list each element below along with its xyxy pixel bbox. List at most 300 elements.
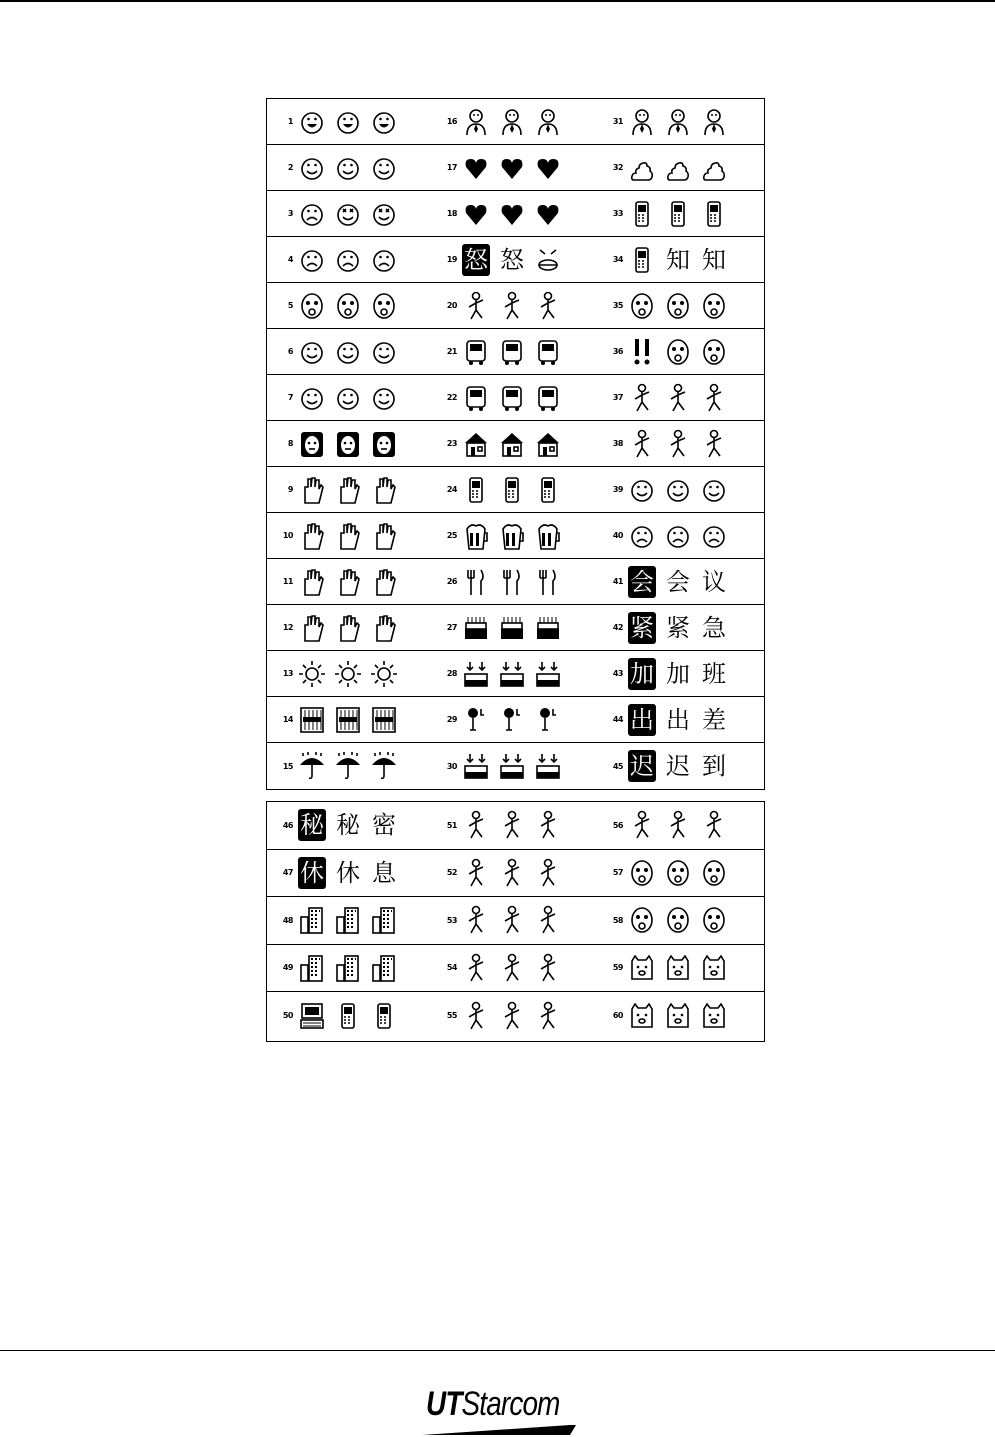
ng-face-icon: [700, 520, 728, 552]
emoji-number: 10: [282, 531, 293, 540]
poop-icon: [628, 152, 656, 184]
car-icon: [462, 382, 490, 414]
person-walk-icon: [700, 382, 728, 414]
kanji-glyph: 知: [666, 245, 690, 274]
emoji-number: 33: [612, 209, 623, 218]
phone-icon: [664, 198, 692, 230]
memo-icon: [628, 244, 656, 276]
kanji-inverted-glyph: 怒: [464, 245, 488, 274]
emoji-number: 28: [446, 669, 457, 678]
emoji-number: 9: [287, 485, 293, 494]
emoji-entry: [267, 283, 429, 328]
smiley-happy-icon: [370, 152, 398, 184]
kanji-glyph: 息: [372, 858, 396, 887]
emoji-entry: [429, 945, 597, 992]
rain-window-icon: [370, 704, 398, 736]
kanji-glyph: 议: [702, 567, 726, 596]
emoji-number: 41: [612, 577, 623, 586]
emoji-row: [267, 559, 764, 605]
emoji-number: 24: [446, 485, 457, 494]
emoji-number: 15: [282, 761, 293, 771]
smiley-smile-icon: [370, 336, 398, 368]
ok-face-icon: [628, 474, 656, 506]
person-dance-icon: [628, 809, 656, 841]
microphone-icon: [498, 704, 526, 736]
beer-icon: [534, 520, 562, 552]
building-out-icon: [370, 952, 398, 984]
emoji-entry: [429, 743, 597, 789]
emoji-number: 7: [287, 393, 293, 402]
person-run-icon: [462, 952, 490, 984]
fork-knife-icon: [534, 566, 562, 598]
sun-icon: [298, 658, 326, 690]
emoji-number: 5: [287, 301, 293, 310]
house-icon: [498, 428, 526, 460]
kanji-glyph: 迟: [666, 752, 690, 780]
person-phone-icon: [462, 290, 490, 322]
ghost-icon: [700, 290, 728, 322]
rain-window-icon: [298, 704, 326, 736]
emoji-entry: [429, 992, 597, 1040]
emoji-entry: [429, 802, 597, 849]
kanji-glyph: 出: [666, 705, 690, 734]
emoji-number: 59: [612, 963, 623, 973]
emoji-row: [267, 945, 764, 993]
emoji-number: 49: [282, 963, 293, 973]
pig-icon: [628, 952, 656, 984]
emoji-entry: [267, 605, 429, 650]
logo-swoosh-icon: [420, 1423, 580, 1437]
kanji-glyph: 密: [372, 811, 396, 840]
emoji-number: 12: [282, 623, 293, 632]
emoji-row: [267, 375, 764, 421]
person-run-icon: [498, 952, 526, 984]
building-out-icon: [334, 952, 362, 984]
emoji-number: 34: [612, 255, 623, 264]
emoji-entry: [429, 897, 597, 944]
dark-face-icon: [334, 428, 362, 460]
skull-icon: [664, 336, 692, 368]
man-tie-icon: [664, 106, 692, 138]
fist-hand-icon: [370, 566, 398, 598]
cake-icon: [462, 612, 490, 644]
emoji-entry: [597, 375, 763, 420]
alien-icon: [700, 857, 728, 889]
smiley-upset-icon: [298, 198, 326, 230]
car-icon: [498, 382, 526, 414]
emoji-row: [267, 283, 764, 329]
ok-face-icon: [664, 474, 692, 506]
smiley-sad-icon: [298, 244, 326, 276]
mail-phone-icon: [334, 1000, 362, 1032]
emoji-number: 16: [446, 117, 457, 126]
emoji-entry: [267, 375, 429, 420]
emoji-number: 57: [612, 868, 623, 878]
skull-icon: [700, 336, 728, 368]
person-dance-icon: [700, 809, 728, 841]
emoji-entry: [429, 191, 597, 236]
emoji-number: 26: [446, 577, 457, 586]
person-phone-icon: [498, 290, 526, 322]
smiley-sad-icon: [370, 244, 398, 276]
emoji-number: 31: [612, 117, 623, 126]
emoji-number: 45: [612, 761, 623, 771]
emoji-number: 53: [446, 915, 457, 925]
kanji-glyph: 差: [702, 705, 726, 734]
umbrella-icon: [370, 750, 398, 782]
emoji-row: [267, 605, 764, 651]
ng-face-icon: [628, 520, 656, 552]
monkey-icon: [700, 904, 728, 936]
emoji-entry: [267, 191, 429, 236]
thumbs-up-icon: [298, 474, 326, 506]
emoji-number: 3: [287, 209, 293, 218]
smiley-laugh-icon: [298, 106, 326, 138]
emoji-entry: [597, 651, 763, 696]
cat-icon: [664, 1000, 692, 1032]
emoji-number: 30: [446, 761, 457, 771]
person-stand-icon: [498, 809, 526, 841]
peace-hand-icon: [298, 520, 326, 552]
emoji-row: [267, 850, 764, 898]
download-icon: [498, 658, 526, 690]
poop-icon: [664, 152, 692, 184]
download-icon: [534, 658, 562, 690]
emoji-entry: [429, 467, 597, 512]
person-walk-icon: [628, 382, 656, 414]
peace-hand-icon: [370, 520, 398, 552]
cake-icon: [534, 612, 562, 644]
ok-phone-icon: [498, 474, 526, 506]
smiley-smile-icon: [298, 336, 326, 368]
beer-icon: [498, 520, 526, 552]
person-stand-icon: [534, 809, 562, 841]
cat-icon: [700, 1000, 728, 1032]
person-chair-icon: [462, 857, 490, 889]
fork-knife-icon: [498, 566, 526, 598]
emoji-number: 44: [612, 715, 623, 724]
emoji-row: [267, 651, 764, 697]
kanji-glyph: 秘: [336, 811, 360, 840]
emoji-number: 11: [282, 577, 293, 586]
ok-face-icon: [700, 474, 728, 506]
kanji-glyph: 加: [666, 659, 690, 688]
fork-knife-icon: [462, 566, 490, 598]
screaming-face-icon: [370, 290, 398, 322]
smiley-dizzy-icon: [370, 198, 398, 230]
kanji-glyph: 紧: [666, 613, 690, 642]
monkey-icon: [664, 904, 692, 936]
emoji-number: 50: [282, 1011, 293, 1021]
ghost-icon: [664, 290, 692, 322]
emoji-number: 18: [446, 209, 457, 218]
thumbs-up-icon: [334, 474, 362, 506]
emoji-number: 60: [612, 1011, 623, 1021]
sun-icon: [370, 658, 398, 690]
emoji-row: [267, 191, 764, 237]
emoji-number: 8: [287, 439, 293, 448]
peace-hand-icon: [334, 520, 362, 552]
train-icon: [534, 336, 562, 368]
microphone-icon: [534, 704, 562, 736]
emoji-entry: [597, 802, 763, 849]
person-ski-icon: [462, 904, 490, 936]
emoji-entry: [597, 237, 763, 282]
emoji-entry: [597, 743, 763, 789]
emoji-number: 58: [612, 915, 623, 925]
person-ski-icon: [498, 904, 526, 936]
exclamation-icon: [628, 336, 656, 368]
emoji-number: 42: [612, 623, 623, 632]
car-icon: [534, 382, 562, 414]
man-tie-icon: [700, 106, 728, 138]
smiley-sleepy-icon: [334, 382, 362, 414]
emoji-entry: [429, 99, 597, 144]
cake-icon: [498, 612, 526, 644]
smiley-sleepy-icon: [298, 382, 326, 414]
train-icon: [462, 336, 490, 368]
emoji-row: [267, 329, 764, 375]
emoji-entry: [267, 513, 429, 558]
emoji-entry: [597, 897, 763, 944]
emoji-entry: [597, 191, 763, 236]
emoji-number: 22: [446, 393, 457, 402]
kanji-inverted-glyph: 加: [630, 659, 654, 688]
emoji-entry: [597, 559, 763, 604]
emoji-entry: [597, 992, 763, 1040]
emoji-entry: [597, 697, 763, 742]
emoji-number: 36: [612, 347, 623, 356]
smiley-sleepy-icon: [370, 382, 398, 414]
emoji-entry: [267, 992, 429, 1040]
emoji-entry: [267, 850, 429, 897]
fist-hand-icon: [334, 566, 362, 598]
kanji-inverted-glyph: 出: [630, 705, 654, 734]
beer-icon: [462, 520, 490, 552]
emoji-number: 25: [446, 531, 457, 540]
person-chair-icon: [498, 857, 526, 889]
person-party-icon: [498, 106, 526, 138]
emoji-entry: [267, 467, 429, 512]
emoji-entry: [429, 421, 597, 466]
person-phone-icon: [534, 290, 562, 322]
emoji-number: 35: [612, 301, 623, 310]
emoji-entry: [267, 697, 429, 742]
emoji-entry: [267, 421, 429, 466]
building-in-icon: [298, 904, 326, 936]
thumbs-up-icon: [370, 474, 398, 506]
download-icon: [462, 658, 490, 690]
kanji-glyph: 知: [702, 245, 726, 274]
kanji-inverted-glyph: 秘: [300, 811, 324, 840]
building-in-icon: [334, 904, 362, 936]
emoji-row: [267, 513, 764, 559]
emoji-number: 29: [446, 715, 457, 724]
ghost-icon: [628, 290, 656, 322]
emoji-number: 23: [446, 439, 457, 448]
emoji-entry: [597, 850, 763, 897]
bottom-rule: [0, 1350, 995, 1351]
kanji-glyph: 会: [666, 567, 690, 596]
emoji-number: 52: [446, 868, 457, 878]
emoji-entry: [597, 513, 763, 558]
person-ski-icon: [534, 904, 562, 936]
emoji-row: [267, 697, 764, 743]
smiley-laugh-icon: [370, 106, 398, 138]
person-chair-icon: [534, 857, 562, 889]
person-walk-icon: [664, 382, 692, 414]
alien-icon: [664, 857, 692, 889]
angry-mouth-icon: [534, 244, 562, 276]
emoji-entry: [267, 329, 429, 374]
house-icon: [462, 428, 490, 460]
emoji-row: [267, 802, 764, 850]
kanji-inverted-glyph: 迟: [630, 752, 654, 780]
building-out-icon: [298, 952, 326, 984]
tv-icon: [498, 750, 526, 782]
emoji-table-2: [266, 801, 765, 1042]
emoji-number: 56: [612, 820, 623, 830]
emoji-entry: [429, 513, 597, 558]
rain-window-icon: [334, 704, 362, 736]
emoji-row: [267, 145, 764, 191]
screaming-face-icon: [298, 290, 326, 322]
emoji-entry: [267, 897, 429, 944]
person-stand-icon: [462, 809, 490, 841]
emoji-entry: [597, 329, 763, 374]
emoji-entry: [597, 467, 763, 512]
emoji-row: [267, 467, 764, 513]
train-icon: [498, 336, 526, 368]
poop-icon: [700, 152, 728, 184]
emoji-entry: [267, 802, 429, 849]
emoji-row: [267, 897, 764, 945]
smiley-laugh-icon: [334, 106, 362, 138]
emoji-number: 2: [287, 163, 293, 172]
umbrella-icon: [298, 750, 326, 782]
smiley-dizzy-icon: [334, 198, 362, 230]
pig-icon: [664, 952, 692, 984]
emoji-number: 13: [282, 669, 293, 678]
house-icon: [534, 428, 562, 460]
fist-hand-icon: [298, 566, 326, 598]
emoji-row: [267, 99, 764, 145]
person-jog-icon: [498, 1000, 526, 1032]
emoji-number: 51: [446, 820, 457, 830]
smiley-happy-icon: [298, 152, 326, 184]
ok-phone-icon: [534, 474, 562, 506]
kanji-glyph: 休: [336, 858, 360, 887]
open-hand-icon: [334, 612, 362, 644]
mail-phone-icon: [370, 1000, 398, 1032]
smiley-smile-icon: [334, 336, 362, 368]
emoji-entry: [267, 237, 429, 282]
emoji-number: 40: [612, 531, 623, 540]
emoji-number: 1: [287, 117, 293, 126]
phone-icon: [628, 198, 656, 230]
emoji-entry: [267, 145, 429, 190]
emoji-entry: [429, 375, 597, 420]
emoji-number: 20: [446, 301, 457, 310]
person-arrow-icon: [628, 428, 656, 460]
emoji-number: 43: [612, 669, 623, 678]
pig-icon: [700, 952, 728, 984]
emoji-entry: [597, 145, 763, 190]
emoji-number: 21: [446, 347, 457, 356]
alien-icon: [628, 857, 656, 889]
person-party-icon: [534, 106, 562, 138]
man-tie-icon: [628, 106, 656, 138]
emoji-entry: [597, 421, 763, 466]
ok-phone-icon: [462, 474, 490, 506]
ng-face-icon: [664, 520, 692, 552]
cat-icon: [628, 1000, 656, 1032]
utstarcom-logo: [420, 1385, 580, 1437]
emoji-number: 17: [446, 163, 457, 172]
kanji-inverted-glyph: 紧: [630, 613, 654, 642]
emoji-entry: [429, 559, 597, 604]
smiley-sad-icon: [334, 244, 362, 276]
emoji-entry: [267, 99, 429, 144]
tv-icon: [462, 750, 490, 782]
dark-face-icon: [370, 428, 398, 460]
emoji-entry: [429, 697, 597, 742]
kanji-inverted-glyph: 会: [630, 567, 654, 596]
emoji-number: 6: [287, 347, 293, 356]
smiley-happy-icon: [334, 152, 362, 184]
broken-heart-icon: [534, 198, 562, 230]
tv-icon: [534, 750, 562, 782]
emoji-entry: [429, 329, 597, 374]
kanji-glyph: 班: [702, 659, 726, 688]
kanji-glyph: 怒: [500, 245, 524, 274]
open-hand-icon: [370, 612, 398, 644]
person-dance-icon: [664, 809, 692, 841]
hearts-icon: [534, 152, 562, 184]
emoji-entry: [267, 945, 429, 992]
emoji-entry: [597, 945, 763, 992]
person-arrow-icon: [664, 428, 692, 460]
hearts-icon: [498, 152, 526, 184]
kanji-inverted-glyph: 休: [300, 858, 324, 887]
emoji-row: [267, 421, 764, 467]
person-arrow-icon: [700, 428, 728, 460]
emoji-number: 54: [446, 963, 457, 973]
microphone-icon: [462, 704, 490, 736]
emoji-number: 55: [446, 1011, 457, 1021]
broken-heart-icon: [462, 198, 490, 230]
person-run-icon: [534, 952, 562, 984]
open-hand-icon: [298, 612, 326, 644]
emoji-entry: [597, 283, 763, 328]
emoji-number: 37: [612, 393, 623, 402]
monkey-icon: [628, 904, 656, 936]
emoji-entry: [429, 283, 597, 328]
person-jog-icon: [462, 1000, 490, 1032]
emoji-number: 14: [282, 715, 293, 724]
emoji-entry: [267, 743, 429, 789]
kanji-glyph: 到: [702, 752, 726, 780]
emoji-number: 19: [446, 255, 457, 264]
umbrella-icon: [334, 750, 362, 782]
emoji-entry: [597, 605, 763, 650]
emoji-number: 4: [287, 255, 293, 264]
emoji-entry: [267, 651, 429, 696]
kanji-glyph: 急: [702, 613, 726, 642]
top-rule: [0, 0, 995, 2]
broken-heart-icon: [498, 198, 526, 230]
hearts-icon: [462, 152, 490, 184]
